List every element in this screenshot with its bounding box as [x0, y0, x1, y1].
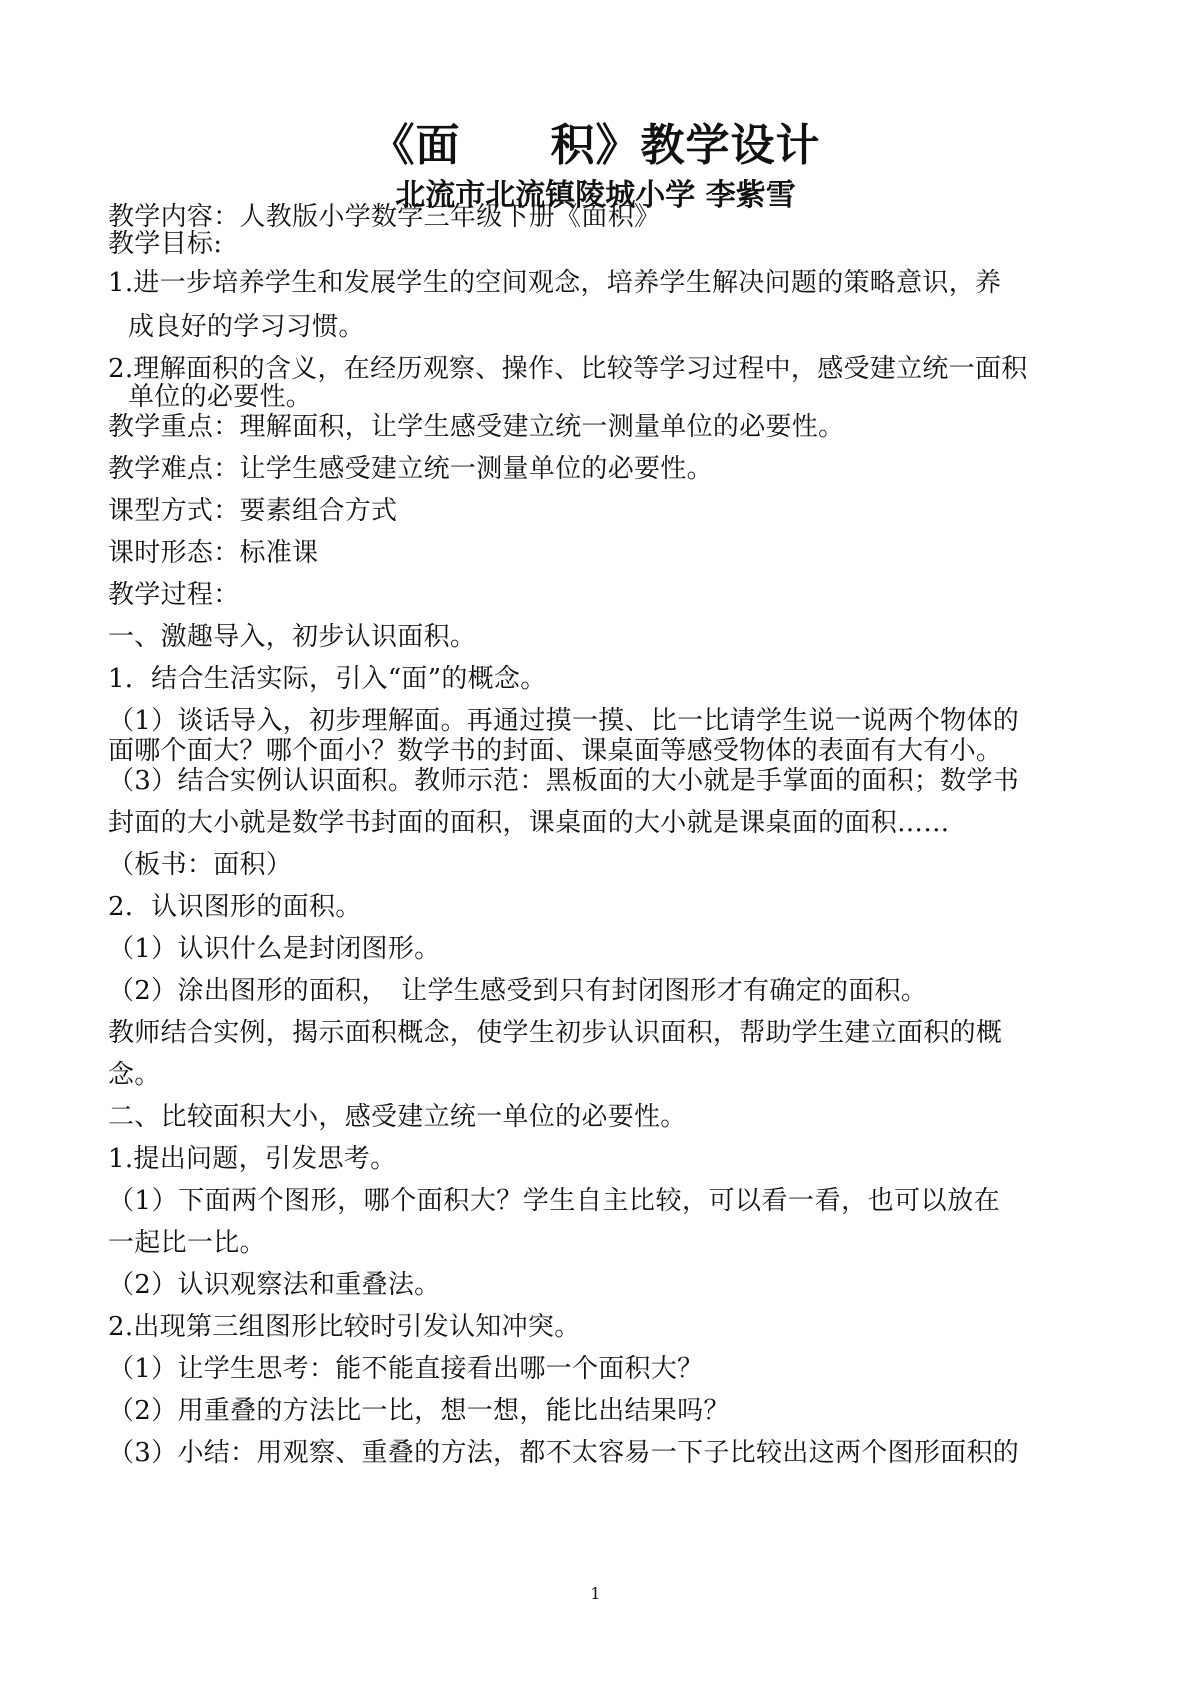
paragraph-line: （3）小结：用观察、重叠的方法，都不太容易一下子比较出这两个图形面积的: [108, 1438, 1020, 1468]
section-heading: 一、激趣导入，初步认识面积。: [108, 622, 477, 652]
paragraph-line: 面哪个面大？哪个面小？数学书的封面、课桌面等感受物体的表面有大有小。: [108, 736, 1003, 766]
paragraph-line: 念。: [108, 1060, 161, 1090]
page-number: 1: [590, 1584, 601, 1603]
paragraph-line: 教学难点：让学生感受建立统一测量单位的必要性。: [108, 454, 713, 484]
paragraph-line: 课型方式：要素组合方式: [108, 496, 398, 526]
paragraph-line: 课时形态：标准课: [108, 538, 319, 568]
paragraph-line: （2）认识观察法和重叠法。: [108, 1270, 441, 1300]
paragraph-line: （1）谈话导入，初步理解面。再通过摸一摸、比一比请学生说一说两个物体的: [108, 706, 1020, 736]
paragraph-line: 教学目标:: [108, 229, 223, 259]
paragraph-line: 封面的大小就是数学书封面的面积，课桌面的大小就是课桌面的面积……: [108, 808, 950, 838]
paragraph-line: 教师结合实例，揭示面积概念，使学生初步认识面积，帮助学生建立面积的概: [108, 1018, 1003, 1048]
paragraph-line: 2.理解面积的含义，在经历观察、操作、比较等学习过程中，感受建立统一面积: [108, 354, 1028, 384]
document-author: 北流市北流镇陵城小学 李紫雪: [395, 178, 796, 213]
paragraph-line: （板书：面积）: [108, 850, 293, 880]
document-title: 《面 积》教学设计: [370, 120, 821, 171]
paragraph-line: （1）让学生思考：能不能直接看出哪一个面积大？: [108, 1354, 704, 1384]
paragraph-line: 1.提出问题，引发思考。: [108, 1144, 397, 1174]
paragraph-line: （3）结合实例认识面积。教师示范：黑板面的大小就是手掌面的面积；数学书: [108, 766, 1020, 796]
paragraph-line: （2）涂出图形的面积， 让学生感受到只有封闭图形才有确定的面积。: [108, 976, 928, 1006]
paragraph-line: （2）用重叠的方法比一比，想一想，能比出结果吗？: [108, 1396, 730, 1426]
paragraph-line: 单位的必要性。: [128, 382, 313, 412]
paragraph-line: 2.出现第三组图形比较时引发认知冲突。: [108, 1312, 581, 1342]
paragraph-line: 一起比一比。: [108, 1228, 266, 1258]
paragraph-line: 1.进一步培养学生和发展学生的空间观念，培养学生解决问题的策略意识，养: [108, 268, 1002, 298]
paragraph-line: 2．认识图形的面积。: [108, 892, 362, 922]
paragraph-line: 1．结合生活实际，引入“面”的概念。: [108, 664, 547, 694]
paragraph-line: 教学重点：理解面积，让学生感受建立统一测量单位的必要性。: [108, 412, 845, 442]
paragraph-line: 成良好的学习习惯。: [128, 312, 365, 342]
paragraph-line: （1）下面两个图形，哪个面积大？学生自主比较，可以看一看，也可以放在: [108, 1186, 1000, 1216]
paragraph-line: 教学过程：: [108, 580, 240, 610]
paragraph-line: 教学内容：人教版小学数学三年级下册《面积》: [108, 202, 661, 232]
paragraph-line: （1）认识什么是封闭图形。: [108, 934, 441, 964]
section-heading: 二、比较面积大小，感受建立统一单位的必要性。: [108, 1102, 687, 1132]
